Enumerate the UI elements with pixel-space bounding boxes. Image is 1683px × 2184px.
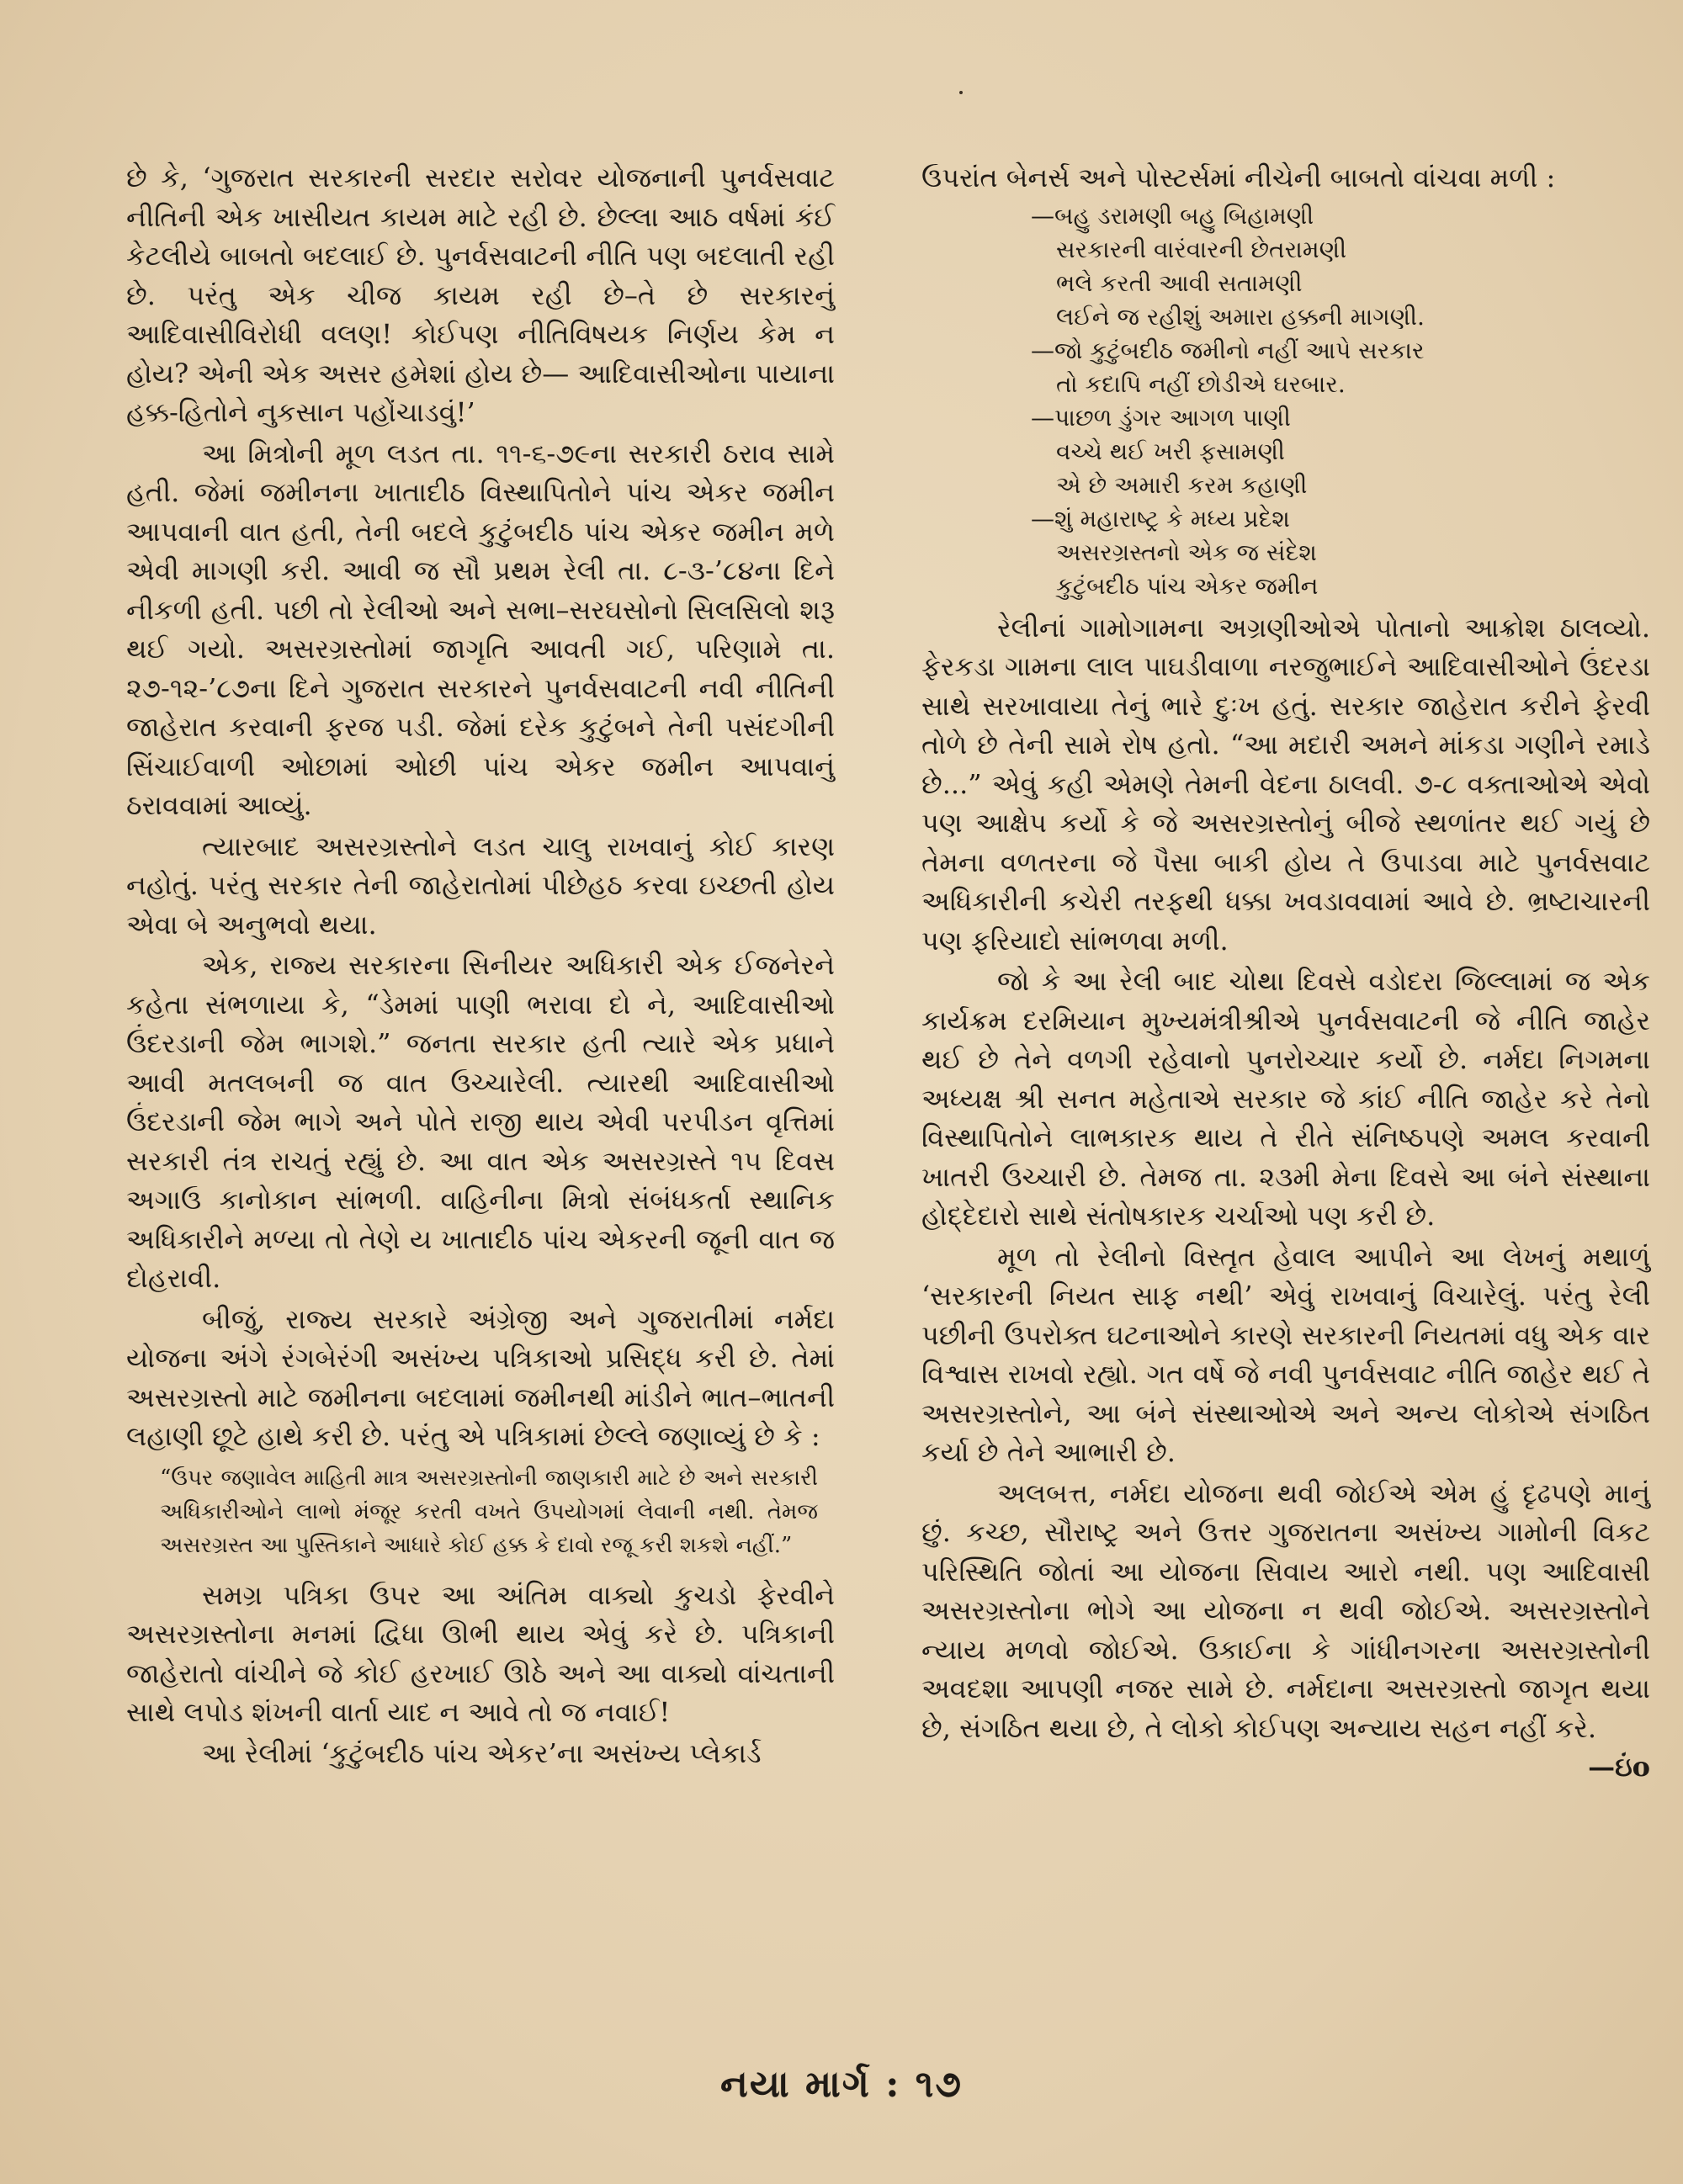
slogan-line: વચ્ચે થઈ ખરી ફસામણી	[1056, 437, 1285, 465]
left-paragraph-1: છે કે, ‘ગુજરાત સરકારની સરદાર સરોવર યોજનાની પુનર્વસવાટ નીતિની એક ખાસીયત કાયમ માટે રહી છે. છેલ્લા આઠ વર્ષમાં કંઈ કેટલીયે બાબતો બદલાઈ છે. પુનર્વસવાટની નીતિ પણ બદલાતી રહી છે. પરંતુ એક ચીજ કાયમ રહી છે–તે છે સરકારનું આદિવાસીવિરોધી વલણ! કોઈપણ નીતિવિષયક નિર્ણય કેમ ન હોય? એની એક અસર હમેશાં હોય છે— આદિવાસીઓના પાયાના હક્ક-હિતોને નુકસાન પહોંચાડવું!’	[126, 162, 835, 428]
left-paragraph-2: આ મિત્રોની મૂળ લડત તા. ૧૧-૬-૭૯ના સરકારી ઠરાવ સામે હતી. જેમાં જમીનના ખાતાદીઠ વિસ્થાપિતોને પાંચ એકર જમીન આપવાની વાત હતી, તેની બદલે કુટુંબદીઠ પાંચ એકર જમીન મળે એવી માગણી કરી. આવી જ સૌ પ્રથમ રેલી તા. ૮-૩-’૮૪ના દિને નીકળી હતી. પછી તો રેલીઓ અને સભા–સરઘસોનો સિલસિલો શરૂ થઈ ગયો. અસરગ્રસ્તોમાં જાગૃતિ આવતી ગઈ, પરિણામે તા. ૨૭-૧૨-’૮૭ના દિને ગુજરાત સરકારને પુનર્વસવાટની નવી નીતિની જાહેરાત કરવાની ફરજ પડી. જેમાં દરેક કુટુંબને તેની પસંદગીની સિંચાઈવાળી ઓછામાં ઓછી પાંચ એકર જમીન આપવાનું ઠરાવવામાં આવ્યું.	[126, 437, 835, 821]
slogan-line: સરકારની વારંવારની છેતરામણી	[1056, 235, 1347, 263]
page-footer: નયા માર્ગ : ૧૭	[720, 2063, 963, 2106]
left-paragraph-4: એક, રાજ્ય સરકારના સિનીયર અધિકારી એક ઈજનેરને કહેતા સંભળાયા કે, “ડેમમાં પાણી ભરાવા દો ને, આદિવાસીઓ ઉંદરડાની જેમ ભાગશે.” જનતા સરકાર હતી ત્યારે એક પ્રધાને આવી મતલબની જ વાત ઉચ્ચારેલી. ત્યારથી આદિવાસીઓ ઉંદરડાની જેમ ભાગે અને પોતે રાજી થાય એવી પરપીડન વૃત્તિમાં સરકારી તંત્ર રાચતું રહ્યું છે. આ વાત એક અસરગ્રસ્તે ૧૫ દિવસ અગાઉ કાનોકાન સાંભળી. વાહિનીના મિત્રો સંબંધકર્તા સ્થાનિક અધિકારીને મળ્યા તો તેણે ય ખાતાદીઠ પાંચ એકરની જૂની વાત જ દોહરાવી.	[126, 949, 835, 1294]
author-signature: —ઇંo	[1588, 1751, 1650, 1783]
left-column	[126, 158, 835, 1774]
slogan-line: —શું મહારાષ્ટ્ર કે મધ્ય પ્રદેશ	[1031, 504, 1290, 533]
right-paragraph-3: મૂળ તો રેલીનો વિસ્તૃત હેવાલ આપીને આ લેખનું મથાળું ‘સરકારની નિયત સાફ નથી’ એવું રાખવાનું વિચારેલું. પરંતુ રેલી પછીની ઉપરોક્ત ઘટનાઓને કારણે સરકારની નિયતમાં વધુ એક વાર વિશ્વાસ રાખવો રહ્યો. ગત વર્ષે જે નવી પુનર્વસવાટ નીતિ જાહેર થઈ તે અસરગ્રસ્તોને, આ બંને સંસ્થાઓએ અને અન્ય લોકોએ સંગઠિત કર્યા છે તેને આભારી છે.	[921, 1240, 1650, 1468]
slogan-line: કુટુંબદીઠ પાંચ એકર જમીન	[1056, 571, 1319, 600]
right-column	[921, 158, 1650, 1787]
slogans-block	[1031, 199, 1650, 603]
slogan-line: ભલે કરતી આવી સતામણી	[1056, 268, 1303, 297]
right-paragraph-2: જો કે આ રેલી બાદ ચોથા દિવસે વડોદરા જિલ્લામાં જ એક કાર્યક્રમ દરમિયાન મુખ્યમંત્રીશ્રીએ પુનર્વસવાટની જે નીતિ જાહેર થઈ છે તેને વળગી રહેવાનો પુનરોચ્ચાર કર્યો છે. નર્મદા નિગમના અધ્યક્ષ શ્રી સનત મહેતાએ સરકાર જે કાંઈ નીતિ જાહેર કરે તેનો વિસ્થાપિતોને લાભકારક થાય તે રીતે સંનિષ્ઠપણે અમલ કરવાની ખાતરી ઉચ્ચારી છે. તેમજ તા. ૨૩મી મેના દિવસે આ બંને સંસ્થાના હોદ્દેદારો સાથે સંતોષકારક ચર્ચાઓ પણ કરી છે.	[921, 965, 1650, 1232]
slogan-line: અસરગ્રસ્તનો એક જ સંદેશ	[1056, 538, 1317, 566]
right-paragraph-4: અલબત્ત, નર્મદા યોજના થવી જોઈએ એમ હું દૃઢપણે માનું છું. કચ્છ, સૌરાષ્ટ્ર અને ઉત્તર ગુજરાતના અસંખ્ય ગામોની વિકટ પરિસ્થિતિ જોતાં આ યોજના સિવાય આરો નથી. પણ આદિવાસી અસરગ્રસ્તોના ભોગે આ યોજના ન થવી જોઈએ. અસરગ્રસ્તોને ન્યાય મળવો જોઈએ. ઉકાઈના કે ગાંધીનગરના અસરગ્રસ્તોની અવદશા આપણી નજર સામે છે. નર્મદાના અસરગ્રસ્તો જાગૃત થયા છે, સંગઠિત થયા છે, તે લોકો કોઈપણ અન્યાય સહન નહીં કરે.	[921, 1476, 1650, 1744]
slogans-intro: ઉપરાંત બેનર્સ અને પોસ્ટર્સમાં નીચેની બાબતો વાંચવા મળી :	[921, 162, 1556, 193]
slogan-line: —પાછળ ડુંગર આગળ પાણી	[1031, 403, 1291, 432]
slogan-line: તો કદાપિ નહીં છોડીએ ઘરબાર.	[1056, 369, 1346, 398]
print-speck	[959, 91, 963, 94]
left-paragraph-5: બીજું, રાજ્ય સરકારે અંગ્રેજી અને ગુજરાતીમાં નર્મદા યોજના અંગે રંગબેરંગી અસંખ્ય પત્રિકાઓ પ્રસિદ્ધ કરી છે. તેમાં અસરગ્રસ્તો માટે જમીનના બદલામાં જમીનથી માંડીને ભાત–ભાતની લહાણી છૂટે હાથે કરી છે. પરંતુ એ પત્રિકામાં છેલ્લે જણાવ્યું છે કે :	[126, 1302, 835, 1452]
left-paragraph-3: ત્યારબાદ અસરગ્રસ્તોને લડત ચાલુ રાખવાનું કોઈ કારણ નહોતું. પરંતુ સરકાર તેની જાહેરાતોમાં પીછેહઠ કરવા ઇચ્છતી હોય એવા બે અનુભવો થયા.	[126, 830, 835, 941]
left-paragraph-7: આ રેલીમાં ‘કુટુંબદીઠ પાંચ એકર’ના અસંખ્ય પ્લેકાર્ડ	[202, 1736, 762, 1769]
slogan-line: —બહુ ડરામણી બહુ બિહામણી	[1031, 201, 1314, 230]
slogan-line: —જો કુટુંબદીઠ જમીનો નહીં આપે સરકાર	[1031, 336, 1425, 364]
pamphlet-quote: “ઉપર જણાવેલ માહિતી માત્ર અસરગ્રસ્તોની જાણકારી માટે છે અને સરકારી અધિકારીઓને લાભો મંજૂર કરતી વખતે ઉપયોગમાં લેવાની નથી. તેમજ અસરગ્રસ્ત આ પુસ્તિકાને આધારે કોઈ હક્ક કે દાવો રજૂ કરી શકશે નહીં.”	[160, 1465, 818, 1558]
slogan-line: લઈને જ રહીશું અમારા હક્કની માગણી.	[1056, 302, 1425, 331]
slogan-line: એ છે અમારી કરમ કહાણી	[1056, 470, 1308, 499]
right-paragraph-1: રેલીનાં ગામોગામના અગ્રણીઓએ પોતાનો આક્રોશ ઠાલવ્યો. ફેરકડા ગામના લાલ પાઘડીવાળા નરજુભાઈને આદિવાસીઓને ઉંદરડા સાથે સરખાવાયા તેનું ભારે દુઃખ હતું. સરકાર જાહેરાત કરીને ફેરવી તોળે છે તેની સામે રોષ હતો. “આ મદારી અમને માંકડા ગણીને રમાડે છે...” એવું કહી એમણે તેમની વેદના ઠાલવી. ૭-૮ વક્તાઓએ એવો પણ આક્ષેપ કર્યો કે જે અસરગ્રસ્તોનું બીજે સ્થળાંતર થઈ ગયું છે તેમના વળતરના જે પૈસા બાકી હોય તે ઉપાડવા માટે પુનર્વસવાટ અધિકારીની કચેરી તરફથી ધક્કા ખવડાવવામાં આવે છે. ભ્રષ્ટાચારની પણ ફરિયાદો સાંભળવા મળી.	[921, 611, 1650, 957]
left-paragraph-6: સમગ્ર પત્રિકા ઉપર આ અંતિમ વાક્યો કુચડો ફેરવીને અસરગ્રસ્તોના મનમાં દ્વિધા ઊભી થાય એવું કરે છે. પત્રિકાની જાહેરાતો વાંચીને જે કોઈ હરખાઈ ઊઠે અને આ વાક્યો વાંચતાની સાથે લપોડ શંખની વાર્તા યાદ ન આવે તો જ નવાઈ!	[126, 1578, 835, 1728]
